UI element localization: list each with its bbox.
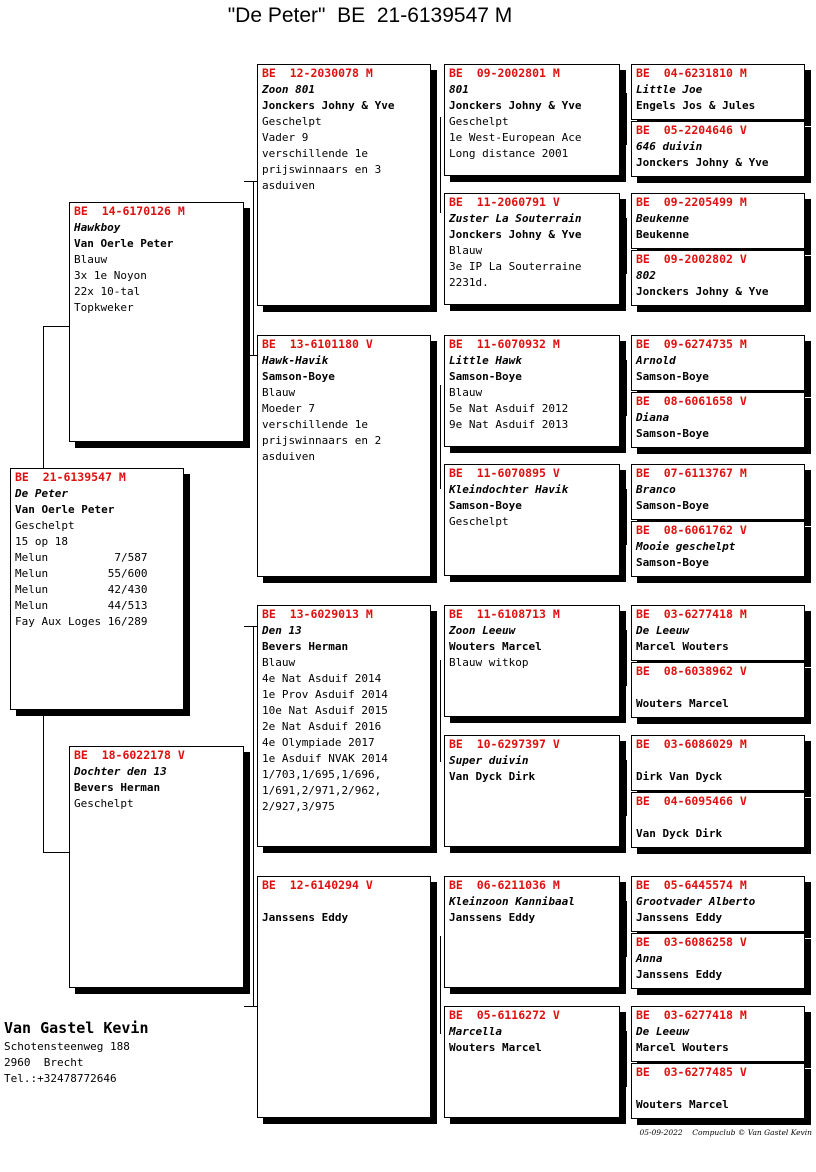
owner-name: Jonckers Johny & Yve	[636, 156, 769, 169]
connector-line	[253, 181, 254, 355]
pigeon-name: Marcella	[449, 1025, 502, 1038]
detail-line: 1e West-European Ace	[449, 131, 582, 144]
connector-line	[626, 630, 627, 686]
detail-line: 1e Asduif NVAK 2014	[262, 752, 388, 765]
pigeon-card-grandparent[interactable]	[257, 335, 431, 577]
ring-number: BE 05-6116272 V	[449, 1008, 560, 1022]
owner-name: Samson-Boye	[636, 499, 709, 512]
connector-line	[43, 852, 70, 853]
pigeon-card-ancestor[interactable]	[631, 1006, 805, 1062]
pigeon-card-subject[interactable]	[10, 468, 184, 710]
owner-name: Samson-Boye	[449, 370, 522, 383]
detail-line: Melun 55/600	[15, 567, 148, 580]
pigeon-name: 802	[636, 269, 656, 282]
owner-name: Marcel Wouters	[636, 1041, 729, 1054]
pigeon-card-ancestor[interactable]	[631, 64, 805, 120]
pigeon-name: Hawk-Havik	[262, 354, 329, 367]
detail-line: 5e Nat Asduif 2012	[449, 402, 569, 415]
detail-line: Blauw	[449, 386, 483, 399]
pigeon-card-ancestor[interactable]	[631, 193, 805, 249]
owner-name: Jonckers Johny & Yve	[636, 285, 769, 298]
owner-name: Engels Jos & Jules	[636, 99, 756, 112]
pigeon-card-ancestor[interactable]	[631, 335, 805, 391]
pigeon-name: Zoon 801	[262, 83, 315, 96]
pigeon-card-great-grandparent[interactable]	[444, 876, 620, 988]
breeder-name: Van Gastel Kevin	[4, 1019, 149, 1037]
connector-line	[244, 181, 258, 182]
owner-name: Wouters Marcel	[449, 1041, 542, 1054]
pigeon-name: Den 13	[262, 624, 302, 637]
detail-line: Melun 44/513	[15, 599, 148, 612]
pigeon-name: Grootvader Alberto	[636, 895, 756, 908]
breeder-phone: Tel.:+32478772646	[4, 1072, 117, 1085]
detail-line: Fay Aux Loges 16/289	[15, 615, 148, 628]
detail-line: Topkweker	[74, 301, 134, 314]
owner-name: Janssens Eddy	[262, 911, 349, 924]
pigeon-name: Zuster La Souterrain	[449, 212, 582, 225]
pigeon-name: 646 duivin	[636, 140, 703, 153]
breeder-street: Schotensteenweg 188	[4, 1040, 130, 1053]
empty-name-line	[636, 1081, 800, 1097]
ring-number: BE 04-6231810 M	[636, 66, 747, 80]
owner-name: Van Oerle Peter	[15, 503, 115, 516]
ring-number: BE 08-6038962 V	[636, 664, 747, 678]
connector-line	[43, 326, 44, 469]
detail-line: Blauw	[262, 386, 296, 399]
pigeon-card-great-grandparent[interactable]	[444, 1006, 620, 1118]
detail-line: 15 op 18	[15, 535, 68, 548]
pigeon-name: Arnold	[636, 354, 676, 367]
detail-line: 1/703,1/695,1/696,	[262, 768, 382, 781]
detail-line: Melun 7/587	[15, 551, 148, 564]
owner-name: Samson-Boye	[636, 556, 709, 569]
ring-number: BE 09-2002801 M	[449, 66, 560, 80]
detail-line: Blauw	[262, 656, 296, 669]
empty-name-line	[636, 810, 800, 826]
detail-line: prijswinnaars en 2	[262, 434, 382, 447]
detail-line: Moeder 7	[262, 402, 315, 415]
pigeon-card-ancestor[interactable]	[631, 464, 805, 520]
pigeon-name: De Leeuw	[636, 624, 689, 637]
pigeon-card-grandparent[interactable]	[257, 876, 431, 1118]
connector-line	[626, 489, 627, 545]
pigeon-card-great-grandparent[interactable]	[444, 335, 620, 447]
ring-number: BE 21-6139547 M	[15, 470, 126, 484]
connector-line	[626, 218, 627, 274]
owner-name: Dirk Van Dyck	[636, 770, 723, 783]
connector-line	[244, 626, 258, 627]
pigeon-name: Little Hawk	[449, 354, 522, 367]
owner-name: Bevers Herman	[262, 640, 349, 653]
pigeon-name: Dochter den 13	[74, 765, 167, 778]
connector-line	[253, 626, 254, 1006]
ring-number: BE 07-6113767 M	[636, 466, 747, 480]
pigeon-name: Hawkboy	[74, 221, 121, 234]
owner-name: Beukenne	[636, 228, 689, 241]
ring-number: BE 10-6297397 V	[449, 737, 560, 751]
pigeon-name: Diana	[636, 411, 670, 424]
detail-line: 3x 1e Noyon	[74, 269, 147, 282]
pigeon-name: Mooie geschelpt	[636, 540, 736, 553]
pigeon-card-ancestor[interactable]	[631, 792, 805, 848]
owner-name: Jonckers Johny & Yve	[449, 228, 582, 241]
ring-number: BE 04-6095466 V	[636, 794, 747, 808]
connector-line	[43, 326, 70, 327]
connector-line	[440, 117, 441, 213]
pigeon-name: 801	[449, 83, 469, 96]
detail-line: 22x 10-tal	[74, 285, 141, 298]
detail-line: asduiven	[262, 450, 315, 463]
detail-line: 9e Nat Asduif 2013	[449, 418, 569, 431]
pigeon-name: Branco	[636, 483, 676, 496]
footer-credit: Compuclub © Van Gastel Kevin	[692, 1128, 812, 1137]
print-date: 05-09-2022	[639, 1128, 683, 1137]
detail-line: Geschelpt	[262, 115, 322, 128]
pigeon-name: Beukenne	[636, 212, 689, 225]
empty-name-line	[262, 894, 426, 910]
ring-number: BE 03-6086029 M	[636, 737, 747, 751]
ring-number: BE 13-6101180 V	[262, 337, 373, 351]
pigeon-name: De Leeuw	[636, 1025, 689, 1038]
detail-line: Geschelpt	[449, 115, 509, 128]
ring-number: BE 08-6061658 V	[636, 394, 747, 408]
ring-number: BE 13-6029013 M	[262, 607, 373, 621]
pigeon-card-grandparent[interactable]	[257, 605, 431, 847]
connector-line	[440, 385, 441, 489]
ring-number: BE 09-6274735 M	[636, 337, 747, 351]
ring-number: BE 11-6070895 V	[449, 466, 560, 480]
detail-line: 4e Olympiade 2017	[262, 736, 375, 749]
owner-name: Samson-Boye	[449, 499, 522, 512]
ring-number: BE 03-6277485 V	[636, 1065, 747, 1079]
connector-line	[244, 1006, 258, 1007]
detail-line: Geschelpt	[449, 515, 509, 528]
ring-number: BE 11-2060791 V	[449, 195, 560, 209]
detail-line: 10e Nat Asduif 2015	[262, 704, 388, 717]
detail-line: Blauw	[449, 244, 483, 257]
pigeon-card-ancestor[interactable]	[631, 662, 805, 718]
breeder-info	[4, 1018, 149, 1087]
ring-number: BE 09-2002802 V	[636, 252, 747, 266]
breeder-city: 2960 Brecht	[4, 1056, 84, 1069]
detail-line: prijswinnaars en 3	[262, 163, 382, 176]
owner-name: Jonckers Johny & Yve	[262, 99, 395, 112]
detail-line: verschillende 1e	[262, 418, 368, 431]
detail-line: Vader 9	[262, 131, 309, 144]
pigeon-name: Kleinzoon Kannibaal	[449, 895, 575, 908]
owner-name: Janssens Eddy	[636, 911, 723, 924]
owner-name: Van Dyck Dirk	[449, 770, 536, 783]
connector-line	[626, 760, 627, 816]
connector-line	[626, 901, 627, 957]
connector-line	[244, 355, 258, 356]
owner-name: Bevers Herman	[74, 781, 161, 794]
pigeon-name: Little Joe	[636, 83, 703, 96]
ring-number: BE 09-2205499 M	[636, 195, 747, 209]
pigeon-card-ancestor[interactable]	[631, 1063, 805, 1119]
detail-line: 2231d.	[449, 276, 489, 289]
owner-name: Samson-Boye	[262, 370, 335, 383]
owner-name: Janssens Eddy	[449, 911, 536, 924]
pigeon-card-great-grandparent[interactable]	[444, 605, 620, 717]
pigeon-card-mother[interactable]	[69, 746, 244, 988]
owner-name: Wouters Marcel	[636, 1098, 729, 1111]
owner-name: Wouters Marcel	[449, 640, 542, 653]
ring-number: BE 05-2204646 V	[636, 123, 747, 137]
detail-line: Long distance 2001	[449, 147, 569, 160]
pigeon-name: Kleindochter Havik	[449, 483, 569, 496]
pigeon-card-great-grandparent[interactable]	[444, 193, 620, 305]
empty-name-line	[636, 753, 800, 769]
pigeon-card-great-grandparent[interactable]	[444, 464, 620, 576]
connector-line	[626, 360, 627, 416]
pigeon-card-great-grandparent[interactable]	[444, 735, 620, 847]
connector-line	[43, 710, 44, 852]
ring-number: BE 08-6061762 V	[636, 523, 747, 537]
pigeon-card-father[interactable]	[69, 202, 244, 442]
owner-name: Marcel Wouters	[636, 640, 729, 653]
detail-line: 2/927,3/975	[262, 800, 335, 813]
detail-line: verschillende 1e	[262, 147, 368, 160]
ring-number: BE 18-6022178 V	[74, 748, 185, 762]
ring-number: BE 03-6086258 V	[636, 935, 747, 949]
detail-line: asduiven	[262, 179, 315, 192]
connector-line	[626, 1031, 627, 1087]
pigeon-card-ancestor[interactable]	[631, 933, 805, 989]
pigeon-name: Super duivin	[449, 754, 529, 767]
pigeon-card-ancestor[interactable]	[631, 121, 805, 177]
pigeon-name: Zoon Leeuw	[449, 624, 516, 637]
detail-line: 1/691,2/971,2/962,	[262, 784, 382, 797]
owner-name: Van Oerle Peter	[74, 237, 174, 250]
pigeon-card-ancestor[interactable]	[631, 521, 805, 577]
ring-number: BE 03-6277418 M	[636, 607, 747, 621]
detail-line: 2e Nat Asduif 2016	[262, 720, 382, 733]
owner-name: Van Dyck Dirk	[636, 827, 723, 840]
owner-name: Jonckers Johny & Yve	[449, 99, 582, 112]
pigeon-card-grandparent[interactable]	[257, 64, 431, 306]
detail-line: Melun 42/430	[15, 583, 148, 596]
ring-number: BE 06-6211036 M	[449, 878, 560, 892]
detail-line: Geschelpt	[74, 797, 134, 810]
detail-line: Blauw	[74, 253, 108, 266]
pigeon-card-ancestor[interactable]	[631, 392, 805, 448]
owner-name: Janssens Eddy	[636, 968, 723, 981]
ring-number: BE 11-6108713 M	[449, 607, 560, 621]
detail-line: 1e Prov Asduif 2014	[262, 688, 388, 701]
page-title: "De Peter" BE 21-6139547 M	[227, 4, 513, 27]
ring-number: BE 11-6070932 M	[449, 337, 560, 351]
owner-name: Wouters Marcel	[636, 697, 729, 710]
connector-line	[440, 936, 441, 1034]
owner-name: Samson-Boye	[636, 427, 709, 440]
detail-line: Geschelpt	[15, 519, 75, 532]
ring-number: BE 05-6445574 M	[636, 878, 747, 892]
owner-name: Samson-Boye	[636, 370, 709, 383]
pigeon-card-ancestor[interactable]	[631, 735, 805, 791]
detail-line: Blauw witkop	[449, 656, 529, 669]
ring-number: BE 03-6277418 M	[636, 1008, 747, 1022]
page-footer	[560, 1128, 812, 1137]
connector-line	[440, 660, 441, 762]
ring-number: BE 12-6140294 V	[262, 878, 373, 892]
connector-line	[626, 93, 627, 145]
pigeon-card-ancestor[interactable]	[631, 876, 805, 932]
pigeon-name: Anna	[636, 952, 663, 965]
detail-line: 3e IP La Souterraine	[449, 260, 582, 273]
pigeon-name: De Peter	[15, 487, 68, 500]
pigeon-card-ancestor[interactable]	[631, 605, 805, 661]
detail-line: 4e Nat Asduif 2014	[262, 672, 382, 685]
pigeon-card-great-grandparent[interactable]	[444, 64, 620, 176]
ring-number: BE 14-6170126 M	[74, 204, 185, 218]
pigeon-card-ancestor[interactable]	[631, 250, 805, 306]
empty-name-line	[636, 680, 800, 696]
ring-number: BE 12-2030078 M	[262, 66, 373, 80]
